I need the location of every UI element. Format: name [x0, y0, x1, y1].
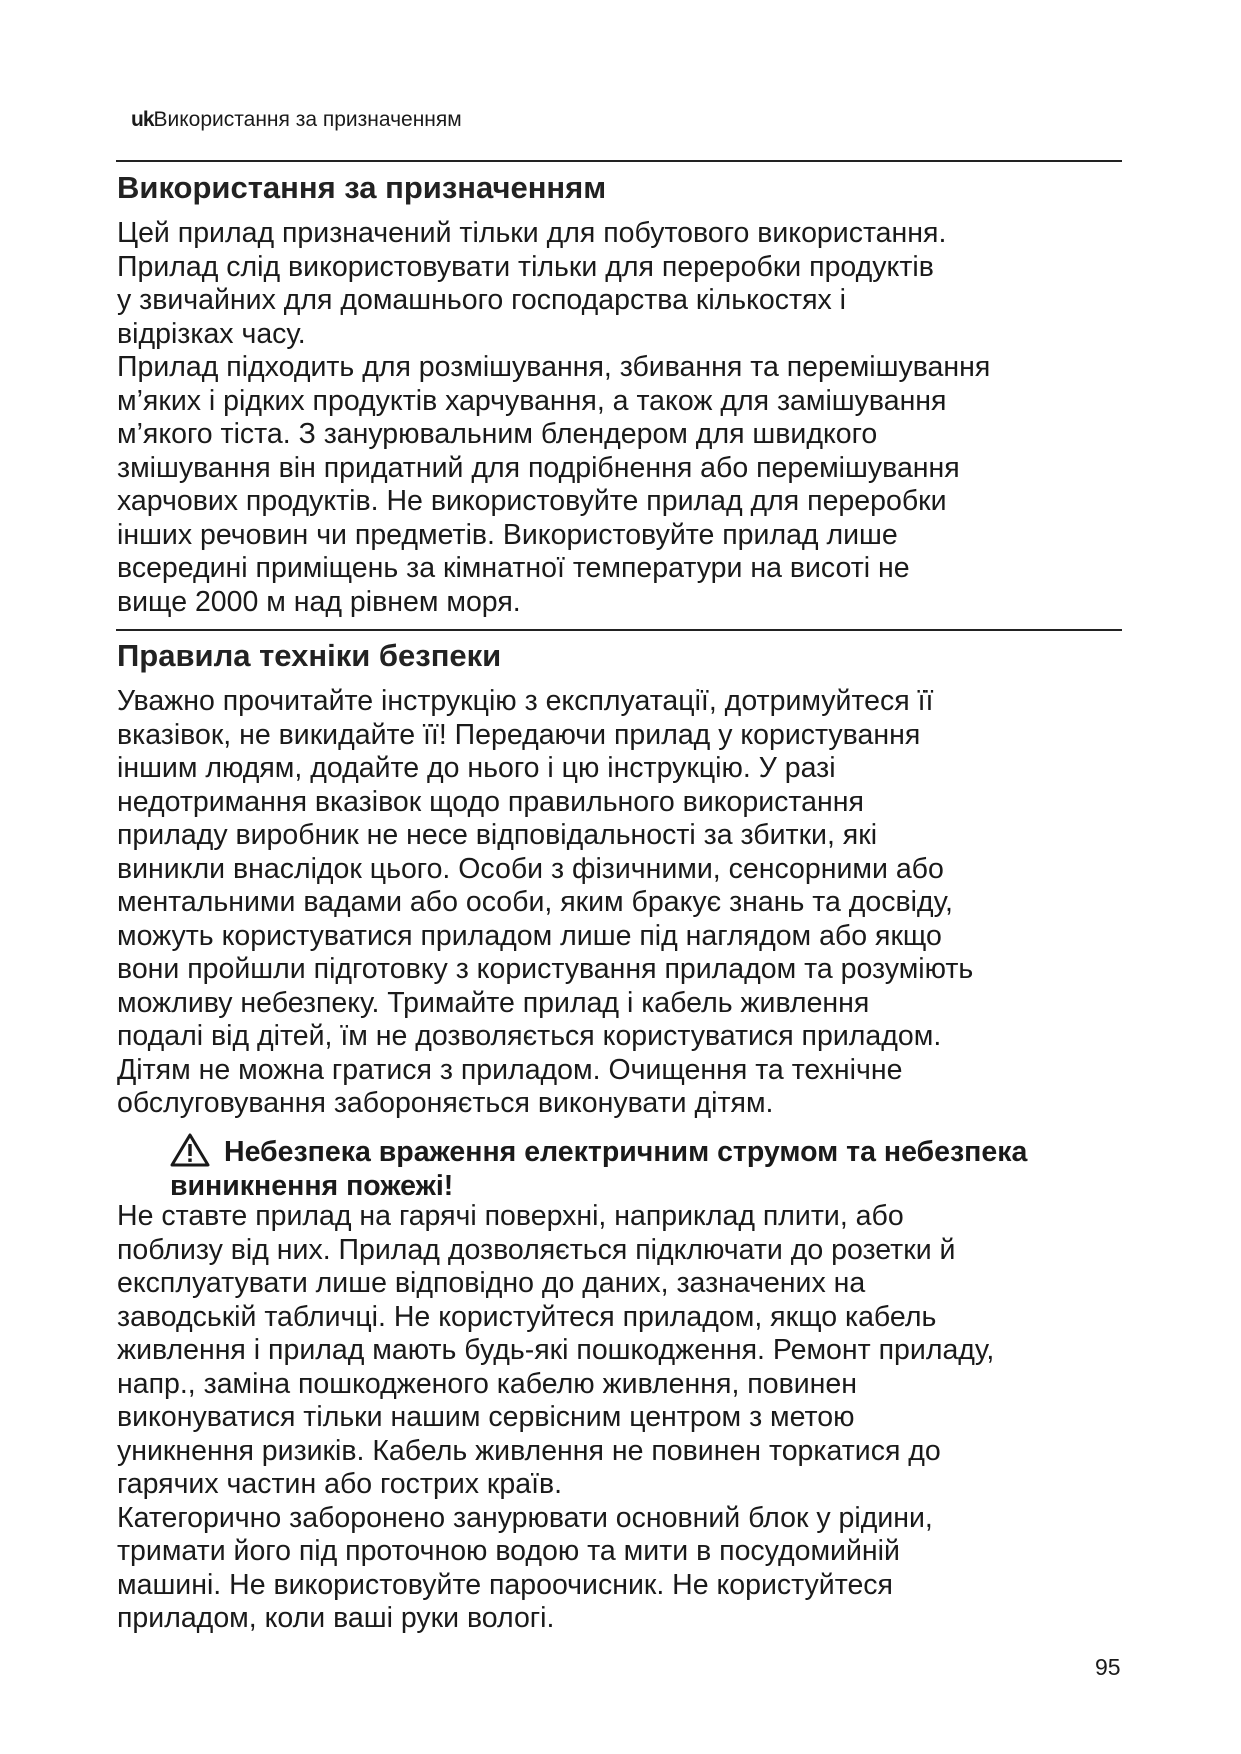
- running-header: [131, 108, 462, 132]
- text-line: вище 2000 м над рівнем моря.: [117, 585, 521, 618]
- text-line: виконуватися тільки нашим сервісним центром з метою: [117, 1401, 855, 1433]
- text-line: змішування він придатний для подрібнення або перемішування: [117, 451, 960, 484]
- text-line: Не ставте прилад на гарячі поверхні, наприклад плити, або: [117, 1200, 904, 1232]
- text-line: вказівок, не викидайте її! Передаючи прилад у користування: [117, 718, 921, 751]
- text-line: тримати його під проточною водою та мити в посудомийній: [117, 1535, 900, 1567]
- language-code: uk: [131, 108, 154, 131]
- divider-safety: [116, 629, 1122, 631]
- text-line: недотримання вказівок щодо правильного використання: [117, 785, 864, 818]
- text-line: приладом, коли ваші руки вологі.: [117, 1602, 555, 1634]
- page-number: 95: [1095, 1654, 1121, 1680]
- text-line: Уважно прочитайте інструкцію з експлуатації, дотримуйтеся її: [117, 685, 934, 717]
- section-title-safety: Правила техніки безпеки: [117, 638, 502, 673]
- text-line: машині. Не використовуйте пароочисник. Не користуйтеся: [117, 1568, 893, 1601]
- electric-safety-text: [117, 1200, 1137, 1636]
- text-line: ментальними вадами або особи, яким бракує знань та досвіду,: [117, 886, 953, 918]
- text-line: Прилад підходить для розмішування, збивання та перемішування: [117, 351, 991, 383]
- text-line: експлуатувати лише відповідно до даних, зазначених на: [117, 1267, 866, 1299]
- text-line: інших речовин чи предметів. Використовуйте прилад лише: [117, 518, 898, 551]
- text-line: уникнення ризиків. Кабель живлення не повинен торкатися до: [117, 1434, 941, 1467]
- divider-top: [116, 160, 1122, 162]
- text-line: можуть користуватися приладом лише під наглядом або якщо: [117, 919, 942, 952]
- text-line: живлення і прилад мають будь-які пошкодження. Ремонт приладу,: [117, 1334, 995, 1366]
- text-line: відрізках часу.: [117, 317, 306, 350]
- text-line: заводській табличці. Не користуйтеся приладом, якщо кабель: [117, 1300, 937, 1333]
- text-line: Цей прилад призначений тільки для побутового використання.: [117, 217, 947, 249]
- text-line: всередині приміщень за кімнатної температури на висоті не: [117, 552, 910, 584]
- section-title-intended-use: Використання за призначенням: [117, 170, 607, 205]
- text-line: обслуговування забороняється виконувати дітям.: [117, 1087, 774, 1119]
- text-line: Категорично заборонено занурювати основний блок у рідини,: [117, 1501, 933, 1534]
- text-line: м’якого тіста. З занурювальним блендером для швидкого: [117, 418, 878, 450]
- text-line: подалі від дітей, їм не дозволяється користуватися приладом.: [117, 1020, 942, 1052]
- text-line: вони пройшли підготовку з користування приладом та розуміють: [117, 953, 974, 985]
- text-line: Прилад слід використовувати тільки для переробки продуктів: [117, 250, 934, 283]
- text-line: приладу виробник не несе відповідальності за збитки, які: [117, 819, 878, 851]
- electric-shock-warning: [170, 1133, 1180, 1203]
- text-line: іншим людям, додайте до нього і цю інструкцію. У разі: [117, 752, 836, 784]
- text-line: можливу небезпеку. Тримайте прилад і кабель живлення: [117, 986, 870, 1019]
- text-line: Дітям не можна гратися з приладом. Очищення та технічне: [117, 1053, 903, 1086]
- text-line: напр., заміна пошкодженого кабелю живлення, повинен: [117, 1367, 857, 1400]
- text-line: м’яких і рідких продуктів харчування, а також для замішування: [117, 384, 947, 417]
- header-title: Використання за призначенням: [153, 108, 462, 131]
- text-line: поблизу від них. Прилад дозволяється підключати до розетки й: [117, 1233, 956, 1266]
- safety-text: [117, 685, 1137, 1121]
- text-line: харчових продуктів. Не використовуйте прилад для переробки: [117, 485, 947, 517]
- warning-title-line2: виникнення пожежі!: [170, 1169, 454, 1202]
- intended-use-text: [117, 217, 1137, 619]
- text-line: гарячих частин або гострих країв.: [117, 1468, 563, 1500]
- warning-triangle-icon: [170, 1133, 210, 1167]
- text-line: у звичайних для домашнього господарства кількостях і: [117, 284, 847, 316]
- warning-title-line1: Небезпека враження електричним струмом та небезпека: [224, 1136, 1028, 1168]
- text-line: виникли внаслідок цього. Особи з фізичними, сенсорними або: [117, 852, 944, 885]
